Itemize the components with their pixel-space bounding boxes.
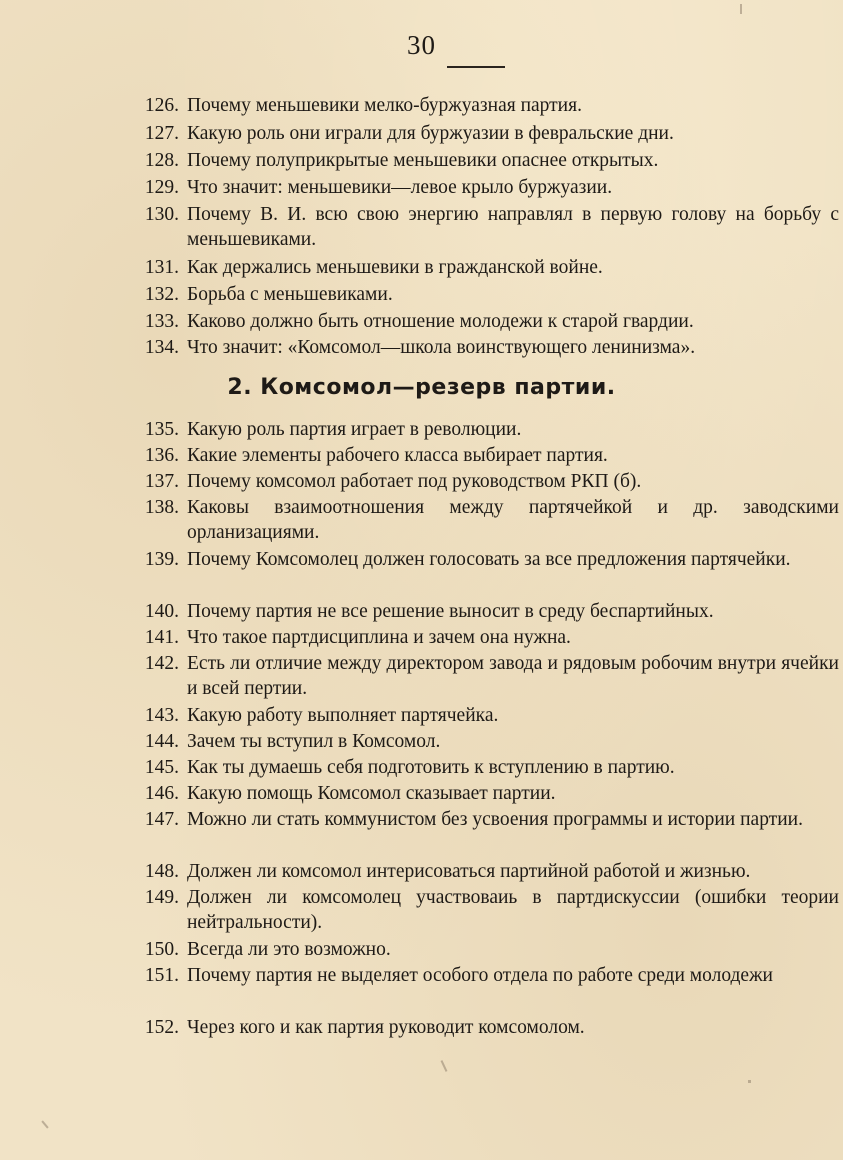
item-number: 127.: [144, 123, 179, 144]
page-number: 30: [407, 30, 436, 60]
item-text: Можно ли стать коммунистом без усвоения программы и истории партии.: [187, 809, 803, 830]
paper-mark: [41, 1120, 48, 1128]
item-text: Какую роль они играли для буржуазии в февральские дни.: [187, 123, 674, 144]
item-number: 149.: [144, 887, 179, 908]
item-number: 145.: [144, 757, 179, 778]
item-text: Почему партия не все решение выносит в среду беспартийных.: [187, 601, 714, 622]
item-number: 136.: [144, 445, 179, 466]
item-text: Почему Комсомолец должен голосовать за все предложения партячейки.: [187, 549, 791, 570]
item-number: 131.: [144, 257, 179, 278]
item-number: 143.: [144, 705, 179, 726]
item-number: 141.: [144, 627, 179, 648]
item-text: Почему полуприкрытые меньшевики опаснее открытых.: [187, 150, 659, 171]
section-title: 2. Комсомол—резерв партии.: [227, 375, 616, 400]
item-number: 152.: [144, 1017, 179, 1038]
item-number: 144.: [144, 731, 179, 752]
item-text: Всегда ли это возможно.: [187, 939, 391, 960]
item-text: Как держались меньшевики в гражданской войне.: [187, 257, 603, 278]
item-number: 137.: [144, 471, 179, 492]
item-number: 138.: [144, 497, 179, 518]
item-text: Почему комсомол работает под руководством РКП (б).: [187, 471, 642, 492]
item-text: Что значит: «Комсомол—школа воинствующего ленинизма».: [187, 337, 696, 358]
item-number: 129.: [144, 177, 179, 198]
item-number: 134.: [144, 337, 179, 358]
item-number: 142.: [144, 653, 179, 674]
item-text: Должен ли комсомол интерисоваться партийной работой и жизнью.: [187, 861, 751, 882]
item-number: 151.: [144, 965, 179, 986]
paper-mark: [441, 1060, 448, 1072]
item-text: Что такое партдисциплина и зачем она нужна.: [187, 627, 571, 648]
item-text: Борьба с меньшевиками.: [187, 284, 393, 305]
item-number: 132.: [144, 284, 179, 305]
item-text: Должен ли комсомолец участвоваиь в партдискуссии (ошибки теории нейтральности).: [187, 887, 839, 933]
paper-mark: [748, 1080, 751, 1083]
item-text: Как ты думаешь себя подготовить к вступлению в партию.: [187, 757, 675, 778]
item-text: Почему меньшевики мелко-буржуазная партия.: [187, 95, 582, 116]
item-number: 128.: [144, 150, 179, 171]
item-number: 139.: [144, 549, 179, 570]
item-text: Через кого и как партия руководит комсомолом.: [187, 1017, 585, 1038]
paper-mark: [740, 4, 742, 14]
item-text: Почему В. И. всю свою энергию направлял в первую голову на борьбу с меньшевиками.: [187, 204, 839, 250]
item-text: Зачем ты вступил в Комсомол.: [187, 731, 441, 752]
item-text: Какие элементы рабочего класса выбирает партия.: [187, 445, 608, 466]
item-number: 150.: [144, 939, 179, 960]
item-text: Какую роль партия играет в революции.: [187, 419, 522, 440]
item-text: Какую помощь Комсомол сказывает партии.: [187, 783, 556, 804]
item-number: 148.: [144, 861, 179, 882]
item-number: 135.: [144, 419, 179, 440]
item-text: Что значит: меньшевики—левое крыло буржуазии.: [187, 177, 613, 198]
page-number-rule: [447, 66, 505, 68]
item-number: 147.: [144, 809, 179, 830]
item-number: 126.: [144, 95, 179, 116]
item-number: 146.: [144, 783, 179, 804]
item-number: 130.: [144, 204, 179, 225]
item-text: Есть ли отличие между директором завода и рядовым робочим внутри ячейки и всей пертии.: [187, 653, 839, 699]
item-text: Каковы взаимоотношения между партячейкой и др. заводскими орланизациями.: [187, 497, 839, 543]
item-text: Каково должно быть отношение молодежи к старой гвардии.: [187, 311, 694, 332]
item-text: Почему партия не выделяет особого отдела по работе среди молодежи: [187, 965, 773, 986]
item-number: 133.: [144, 311, 179, 332]
item-number: 140.: [144, 601, 179, 622]
item-text: Какую работу выполняет партячейка.: [187, 705, 499, 726]
